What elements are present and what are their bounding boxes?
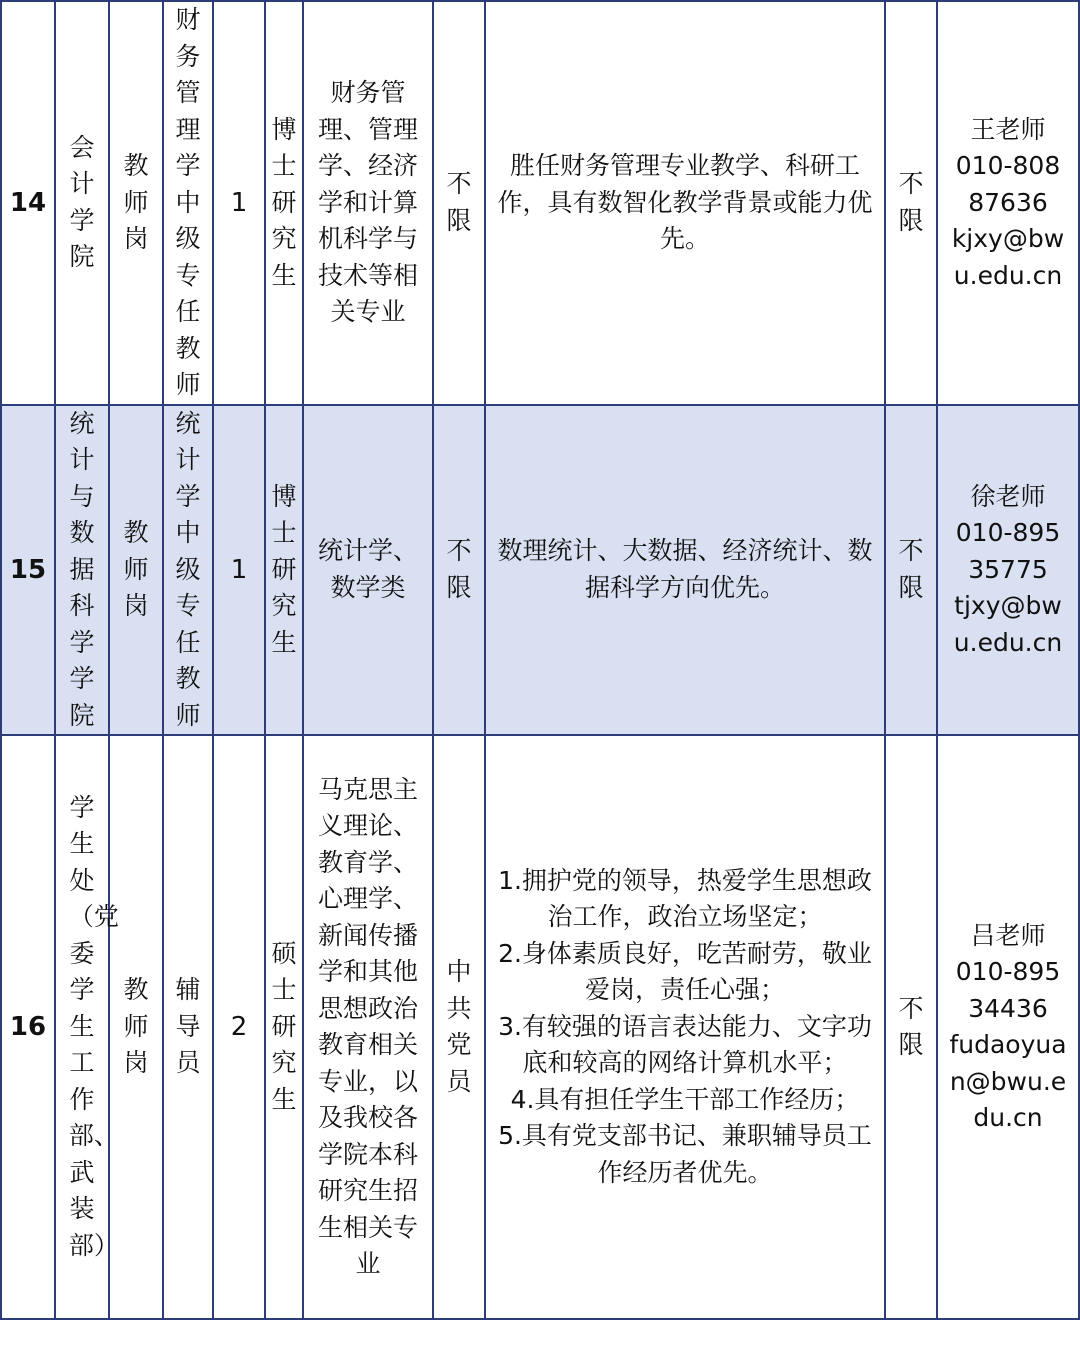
row-number: 16 [1, 735, 55, 1319]
contact-email: tjxy@bwu.edu.cn [953, 591, 1063, 657]
post-type-cell [109, 1, 163, 405]
row-number: 14 [1, 1, 55, 405]
contact-email: kjxy@bwu.edu.cn [951, 224, 1065, 290]
major-cell [303, 405, 433, 736]
department: 学生处（党委学生工作部、武装部） [68, 792, 119, 1260]
requirements-cell [485, 735, 885, 1319]
department: 统计与数据科学学院 [69, 408, 95, 730]
political-status: 不限 [446, 536, 472, 602]
other-requirement: 不限 [898, 993, 924, 1059]
headcount: 2 [213, 735, 265, 1319]
major: 统计学、数学类 [317, 536, 418, 602]
post-type: 教师岗 [123, 518, 149, 620]
post-name: 辅导员 [175, 975, 201, 1078]
contact-cell [937, 735, 1079, 1319]
requirement-line: 5.具有党支部书记、兼职辅导员工作经历者优先。 [498, 1121, 872, 1187]
department-cell [55, 735, 119, 1319]
political-status: 不限 [446, 169, 472, 235]
other-requirement: 不限 [898, 536, 924, 602]
row-number: 15 [1, 405, 55, 736]
requirement-line: 3.有较强的语言表达能力、文字功底和较高的网络计算机水平； [498, 1011, 872, 1078]
post-type: 教师岗 [123, 151, 149, 253]
education-cell [265, 405, 303, 736]
education-cell [265, 1, 303, 405]
post-name-cell [163, 405, 213, 736]
other-cell [885, 735, 937, 1319]
requirements-cell [485, 405, 885, 736]
other-requirement: 不限 [898, 169, 924, 235]
post-name: 财务管理学中级专任教师 [175, 5, 201, 399]
requirement-line: 胜任财务管理专业教学、科研工作，具有数智化教学背景或能力优先。 [497, 151, 873, 253]
contact-name: 王老师 [970, 114, 1046, 144]
requirement-line: 1.拥护党的领导，热爱学生思想政治工作，政治立场坚定； [498, 865, 872, 932]
major-cell [303, 1, 433, 405]
political-status: 中共党员 [446, 957, 472, 1096]
education-cell [265, 735, 303, 1319]
other-cell [885, 405, 937, 736]
requirement-line: 数理统计、大数据、经济统计、数据科学方向优先。 [497, 536, 873, 602]
political-cell [433, 405, 485, 736]
headcount: 1 [213, 1, 265, 405]
requirement-line: 4.具有担任学生干部工作经历； [510, 1084, 860, 1114]
requirements-cell [485, 1, 885, 405]
contact-name: 吕老师 [970, 920, 1046, 950]
contact-cell [937, 405, 1079, 736]
post-name: 统计学中级专任教师 [175, 408, 201, 730]
table-row [1, 1, 1079, 405]
post-name-cell [163, 735, 213, 1319]
headcount: 1 [213, 405, 265, 736]
contact-phone: 010-89535775 [955, 518, 1061, 584]
requirement-line: 2.身体素质良好，吃苦耐劳，敬业爱岗，责任心强； [498, 938, 872, 1005]
contact-cell [937, 1, 1079, 405]
major: 财务管理、管理学、经济学和计算机科学与技术等相关专业 [317, 78, 418, 326]
contact-name: 徐老师 [970, 481, 1046, 511]
post-type-cell [109, 405, 163, 736]
post-type: 教师岗 [123, 975, 149, 1078]
table-row [1, 405, 1079, 736]
department-cell [55, 1, 109, 405]
major: 马克思主义理论、教育学、心理学、新闻传播学和其他思想政治教育相关专业，以及我校各学院本科研究生招生相关专业 [317, 774, 418, 1278]
contact-email: fudaoyuan@bwu.edu.cn [949, 1030, 1067, 1132]
department: 会计学院 [69, 132, 95, 272]
education: 博士研究生 [271, 114, 297, 290]
department-cell [55, 405, 109, 736]
education: 硕士研究生 [271, 938, 297, 1114]
post-name-cell [163, 1, 213, 405]
education: 博士研究生 [271, 481, 297, 657]
political-cell [433, 1, 485, 405]
contact-phone: 010-80887636 [955, 151, 1061, 217]
other-cell [885, 1, 937, 405]
political-cell [433, 735, 485, 1319]
contact-phone: 010-89534436 [955, 957, 1061, 1023]
table-row [1, 735, 1079, 1319]
major-cell [303, 735, 433, 1319]
